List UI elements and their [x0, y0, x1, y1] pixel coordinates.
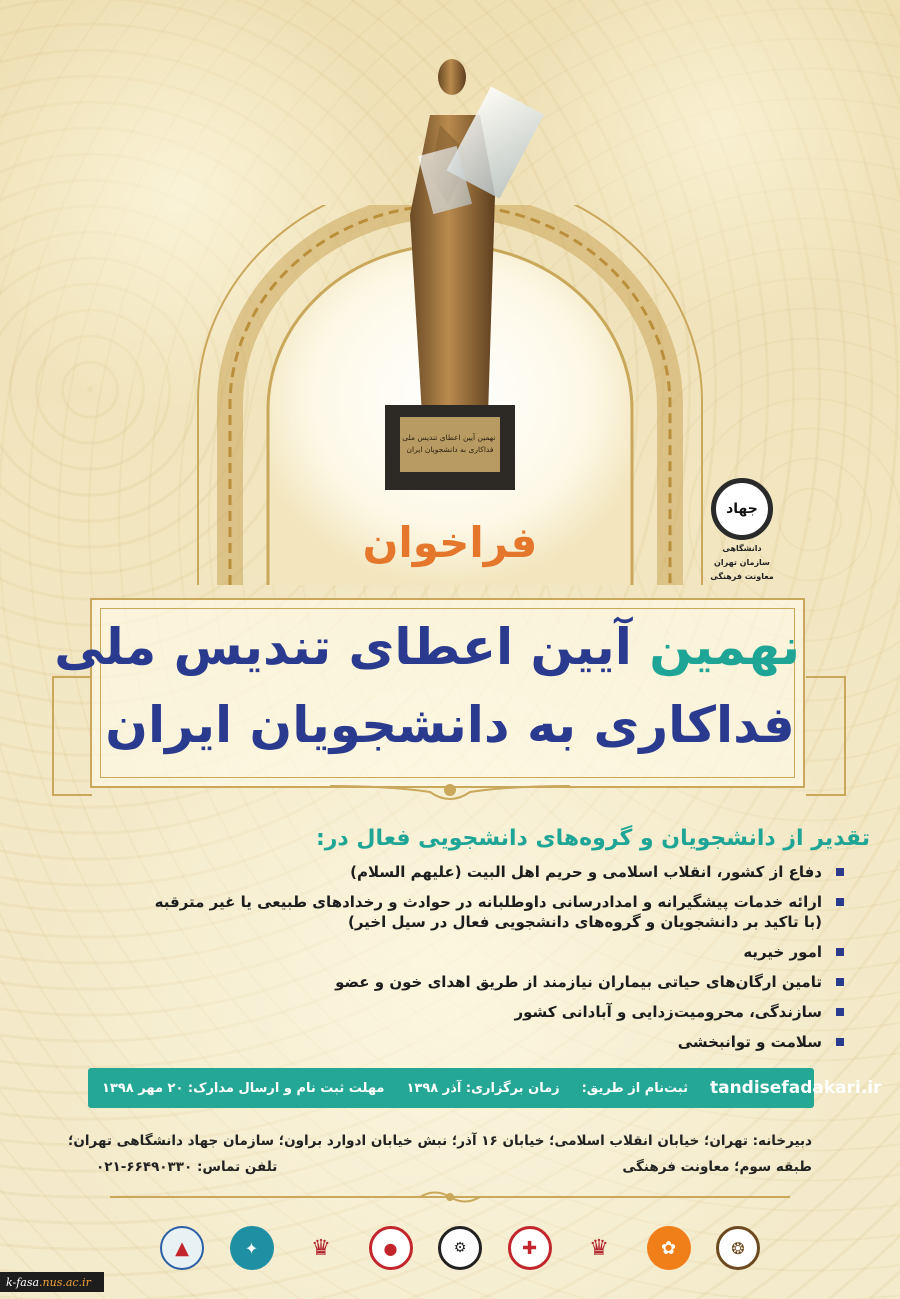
sponsor-logos	[160, 1220, 760, 1276]
frame-side-right	[806, 676, 846, 796]
jahad-logo	[700, 478, 784, 588]
trophy-image	[370, 55, 550, 495]
sponsor-logo-9-icon: ❂	[716, 1226, 760, 1270]
register-via-text: ثبت‌نام از طریق:	[581, 1080, 688, 1096]
title-line-1-rest: آیین اعطای تندیس ملی	[54, 618, 632, 676]
bullet-marker	[836, 1038, 844, 1046]
deadline-text: مهلت ثبت نام و ارسال مدارک: ۲۰ مهر ۱۳۹۸	[102, 1080, 385, 1096]
jahad-logo-sub: دانشگاهی	[722, 544, 762, 553]
bullet-marker	[836, 868, 844, 876]
footer-ornament	[420, 1188, 480, 1206]
list-item: امور خیریه	[80, 942, 848, 962]
bullet-marker	[836, 898, 844, 906]
title-accent: نهمین	[649, 618, 800, 676]
sponsor-logo-2-icon: ✦	[230, 1226, 274, 1270]
sponsor-logo-8-icon: ✿	[647, 1226, 691, 1270]
website-link[interactable]: tandisefadakari.ir	[709, 1078, 882, 1098]
jahad-logo-caption2: معاونت فرهنگی	[710, 572, 774, 581]
credit-domain: .nus.ac.ir	[39, 1275, 91, 1289]
list-item: سازندگی، محرومیت‌زدایی و آبادانی کشور	[80, 1002, 848, 1022]
list-item: تامین ارگان‌های حیاتی بیماران نیازمند از طریق اهدای خون و عضو	[80, 972, 848, 992]
jahad-logo-name: جهاد	[726, 501, 758, 517]
address-block	[68, 1128, 812, 1180]
address-line-2: طبقه سوم؛ معاونت فرهنگی	[622, 1159, 812, 1175]
frame-side-left	[52, 676, 92, 796]
bullet-marker	[836, 1008, 844, 1016]
title-ornament	[330, 778, 570, 808]
intro-text: تقدیر از دانشجویان و گروه‌های دانشجویی فعال در:	[315, 826, 870, 851]
address-line-1: دبیرخانه: تهران؛ خیابان انقلاب اسلامی؛ خیابان ۱۶ آذر؛ نبش خیابان ادوارد براون؛ سازمان جهاد دانشگاهی تهران؛	[68, 1133, 812, 1149]
trophy-plate-text: نهمین آیین اعطای تندیس ملی فداکاری به دانشجویان ایران	[402, 433, 496, 454]
sponsor-logo-1-icon: ▲	[160, 1226, 204, 1270]
activity-list	[80, 862, 848, 1062]
list-item-note: (با تاکید بر دانشجویان و گروه‌های دانشجویی فعال در سیل اخیر)	[348, 913, 822, 931]
title-line-1	[54, 618, 800, 676]
info-band	[88, 1068, 882, 1108]
sponsor-logo-6-icon: ✚	[508, 1226, 552, 1270]
sponsor-logo-7-icon: ♛	[589, 1235, 609, 1261]
bullet-marker	[836, 948, 844, 956]
jahad-logo-caption1: سازمان تهران	[714, 558, 770, 567]
title-line-2: فداکاری به دانشجویان ایران	[105, 696, 795, 754]
event-date-text: زمان برگزاری: آذر ۱۳۹۸	[406, 1080, 560, 1096]
list-item: سلامت و توانبخشی	[80, 1032, 848, 1052]
credit-prefix: k-fasa	[6, 1275, 40, 1289]
bullet-marker	[836, 978, 844, 986]
list-item: دفاع از کشور، انقلاب اسلامی و حریم اهل البیت (علیهم السلام)	[80, 862, 848, 882]
call-label: فراخوان	[362, 518, 538, 567]
phone-text: تلفن تماس: ۶۶۴۹۰۳۳۰-۰۲۱	[96, 1159, 278, 1175]
sponsor-logo-5-icon: ⚙	[438, 1226, 482, 1270]
sponsor-logo-4-icon: ●	[369, 1226, 413, 1270]
list-item: ارائه خدمات پیشگیرانه و امدادرسانی داوطلبانه در حوادث و رخدادهای طبیعی یا غیر مترقبه (با تاکید بر دانشجویان و گروه‌های دانشجویی فعال در سیل اخیر)	[80, 892, 848, 932]
jahad-logo-emblem	[711, 478, 773, 540]
sponsor-logo-3-icon: ♛	[311, 1235, 331, 1261]
site-credit	[0, 1272, 104, 1292]
